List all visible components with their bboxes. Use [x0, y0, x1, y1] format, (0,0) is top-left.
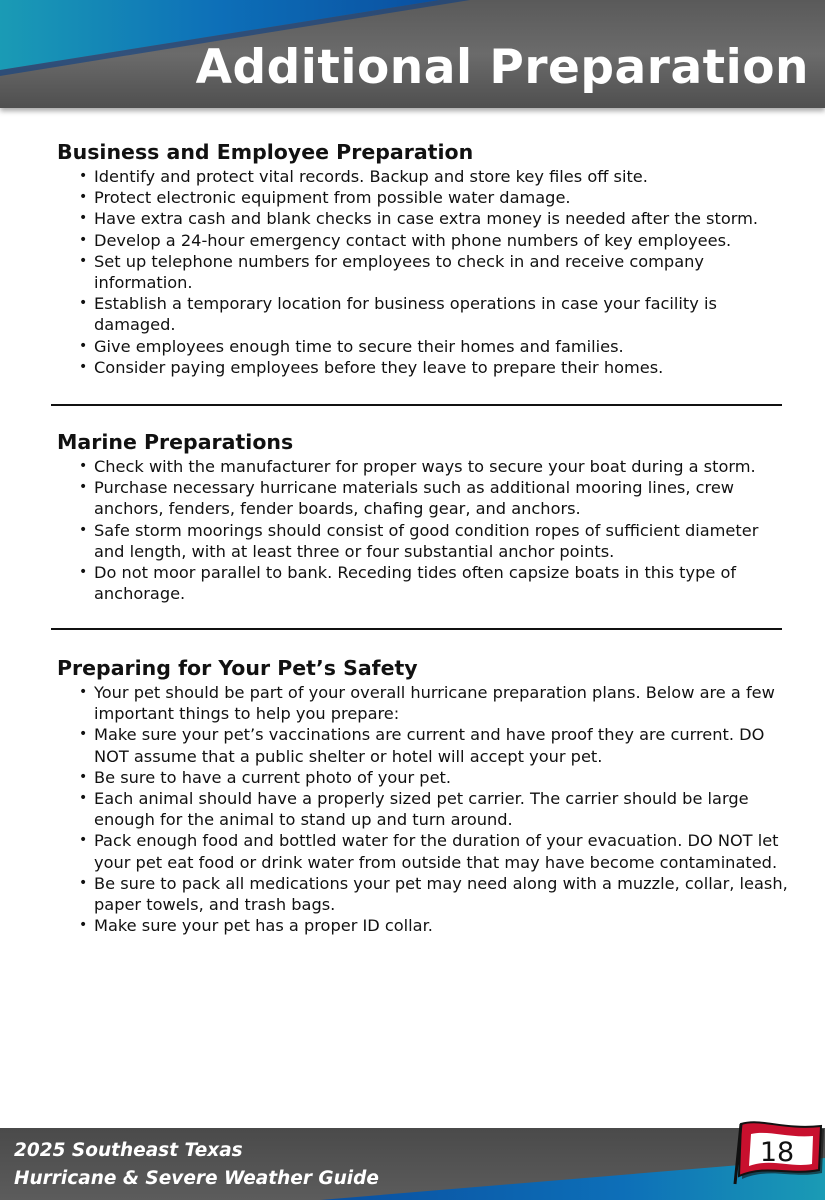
list-item: • Develop a 24-hour emergency contact with phone numbers of key employees. — [94, 230, 792, 251]
list-item: • Protect electronic equipment from possible water damage. — [94, 187, 792, 208]
section-heading: Business and Employee Preparation — [57, 140, 474, 164]
section-marine-preparations — [57, 430, 792, 604]
list-item: • Make sure your pet’s vaccinations are current and have proof they are current. DO NOT assume that a public shelter or hotel will accept your pet. — [94, 724, 792, 766]
section-heading: Preparing for Your Pet’s Safety — [57, 656, 418, 680]
list-item: • Each animal should have a properly sized pet carrier. The carrier should be large enough for the animal to stand up and turn around. — [94, 788, 792, 830]
list-item: • Pack enough food and bottled water for the duration of your evacuation. DO NOT let your pet eat food or drink water from outside that may have become contaminated. — [94, 830, 792, 872]
footer-line1: 2025 Southeast Texas — [14, 1140, 243, 1161]
list-item: • Your pet should be part of your overall hurricane preparation plans. Below are a few important things to help you prepare: — [94, 682, 792, 724]
list-item: • Be sure to pack all medications your pet may need along with a muzzle, collar, leash, paper towels, and trash bags. — [94, 873, 792, 915]
section-divider — [51, 404, 782, 406]
list-item: • Make sure your pet has a proper ID collar. — [94, 915, 792, 936]
list-item: • Identify and protect vital records. Backup and store key files off site. — [94, 166, 792, 187]
header-banner — [0, 0, 825, 108]
list-item: • Be sure to have a current photo of your pet. — [94, 767, 792, 788]
list-item: • Do not moor parallel to bank. Receding tides often capsize boats in this type of anchorage. — [94, 562, 792, 604]
list-item: • Have extra cash and blank checks in case extra money is needed after the storm. — [94, 208, 792, 229]
section-divider — [51, 628, 782, 630]
bullet-list — [57, 682, 792, 936]
list-item: • Give employees enough time to secure their homes and families. — [94, 336, 792, 357]
list-item: • Set up telephone numbers for employees to check in and receive company information. — [94, 251, 792, 293]
list-item: • Purchase necessary hurricane materials such as additional mooring lines, crew anchors, fenders, fender boards, chafing gear, and anchors. — [94, 477, 792, 519]
bullet-list — [57, 166, 792, 378]
list-item: • Consider paying employees before they leave to prepare their homes. — [94, 357, 792, 378]
list-item: • Safe storm moorings should consist of good condition ropes of sufficient diameter and length, with at least three or four substantial anchor points. — [94, 520, 792, 562]
page-title: Additional Preparation — [195, 40, 809, 95]
footer-background — [0, 1128, 825, 1200]
list-item: • Establish a temporary location for business operations in case your facility is damaged. — [94, 293, 792, 335]
page-number: 18 — [759, 1137, 795, 1168]
section-heading: Marine Preparations — [57, 430, 294, 454]
footer-line2: Hurricane & Severe Weather Guide — [14, 1168, 379, 1189]
footer-banner — [0, 1128, 825, 1200]
section-pet-safety — [57, 656, 792, 936]
list-item: • Check with the manufacturer for proper ways to secure your boat during a storm. — [94, 456, 792, 477]
bullet-list — [57, 456, 792, 604]
section-business-preparation — [57, 140, 792, 378]
